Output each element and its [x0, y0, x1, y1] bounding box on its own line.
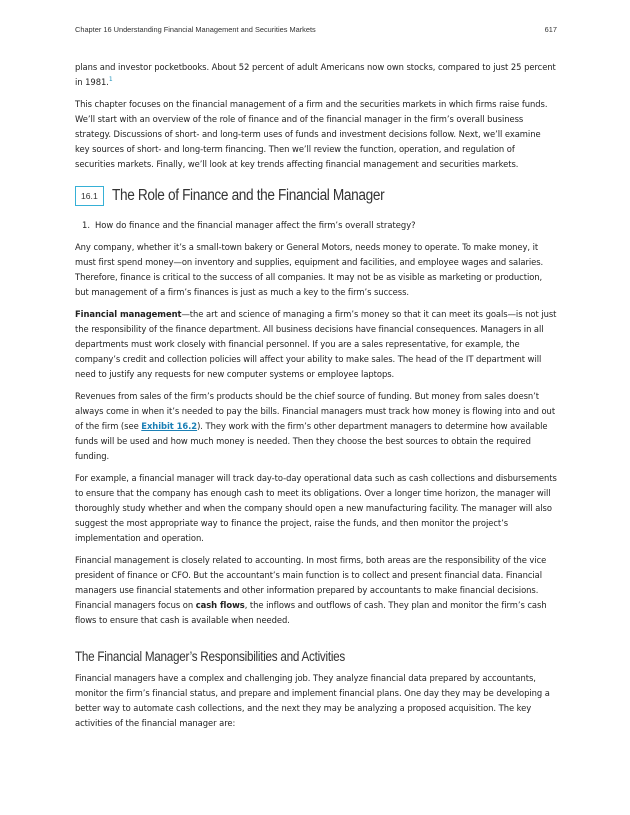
subsection-paragraph-1: Financial managers have a complex and challenging job. They analyze financial data prepared by accountants, monitor the firm’s financial status, and prepare and implement financial plans. One day they may be developing a better way to automate cash collections, and the next they may be analyzing a proposed acquisition. The key activities of the financial manager are: [75, 673, 550, 728]
section-paragraph-2 [75, 307, 557, 382]
section-paragraph-5 [75, 553, 557, 628]
section-paragraph-2-text: —the art and science of managing a firm’s money so that it can meet its goals—is not just the responsibility of the finance department. All business decisions have financial consequences. Managers in all departments must work closely with financial personnel. If you are a sales representative, for example, the company’s credit and collection policies will affect your ability to make sales. The head of the IT department will need to justify any requests for new computer systems or employee laptops. [75, 309, 557, 379]
exhibit-link[interactable]: Exhibit 16.2 [141, 421, 198, 431]
question-number: 1. [82, 220, 90, 230]
page-content [75, 60, 557, 738]
term-cash-flows: cash flows [195, 600, 245, 610]
footnote-link[interactable]: 1 [108, 76, 113, 83]
section-paragraph-3-before: Revenues from sales of the firm’s products should be the chief source of funding. But money from sales doesn’t always come in when it’s needed to pay the bills. Financial managers must track how money is flowing into and out of the firm (see [75, 391, 556, 431]
chapter-title: Chapter 16 Understanding Financial Management and Securities Markets [75, 25, 316, 34]
intro-paragraph-1 [75, 60, 557, 90]
question-text: How do finance and the financial manager affect the firm’s overall strategy? [95, 220, 416, 230]
section-paragraph-1: Any company, whether it’s a small-town bakery or General Motors, needs money to operate. To make money, it must first spend money—on inventory and supplies, equipment and facilities, and employee wages and salaries. Therefore, finance is critical to the success of all companies. It may not be as visible as marketing or production, but management of a firm’s finances is just as much a key to the firm’s success. [75, 242, 544, 297]
subsection-title: The Financial Manager’s Responsibilities and Activities [75, 649, 345, 664]
section-heading [75, 186, 557, 206]
section-paragraph-5-before: Financial management is closely related to accounting. In most firms, both areas are the responsibility of the vice president of finance or CFO. But the accountant’s main function is to collect and present financial data. Financial managers use financial statements and other information prepared by accountants to make financial decisions. Financial managers focus on [75, 555, 547, 610]
section-paragraph-3-after: ). They work with the firm’s other department managers to determine how available funds will be used and how much money is needed. Then they choose the best sources to obtain the required funding. [75, 421, 548, 461]
page-number: 617 [544, 25, 557, 34]
section-paragraph-5-after: , the inflows and outflows of cash. They plan and monitor the firm’s cash flows to ensure that cash is available when needed. [75, 600, 547, 625]
intro-paragraph-2: This chapter focuses on the financial management of a firm and the securities markets in which firms raise funds. We’ll start with an overview of the role of finance and of the financial manager in the firm’s overall business strategy. Discussions of short- and long-term uses of funds and investment decisions follow. Next, we’ll examine key sources of short- and long-term financing. Then we’ll review the function, operation, and regulation of securities markets. Finally, we’ll look at key trends affecting financial management and securities markets. [75, 99, 548, 169]
section-paragraph-3 [75, 389, 557, 464]
section-paragraph-4: For example, a financial manager will track day-to-day operational data such as cash collections and disbursements to ensure that the company has enough cash to meet its obligations. Over a longer time horizon, the manager will thoroughly study whether and when the company should open a new manufacturing facility. The manager will also suggest the most appropriate way to finance the project, raise the funds, and then monitor the project’s implementation and operation. [75, 473, 557, 543]
section-number-badge: 16.1 [75, 186, 104, 206]
section-title: The Role of Finance and the Financial Manager [111, 187, 385, 204]
intro-paragraph-1-text: plans and investor pocketbooks. About 52 percent of adult Americans now own stocks, compared to just 25 percent in 1981. [75, 62, 556, 87]
term-financial-management: Financial management [75, 309, 182, 319]
learning-question [82, 218, 557, 233]
